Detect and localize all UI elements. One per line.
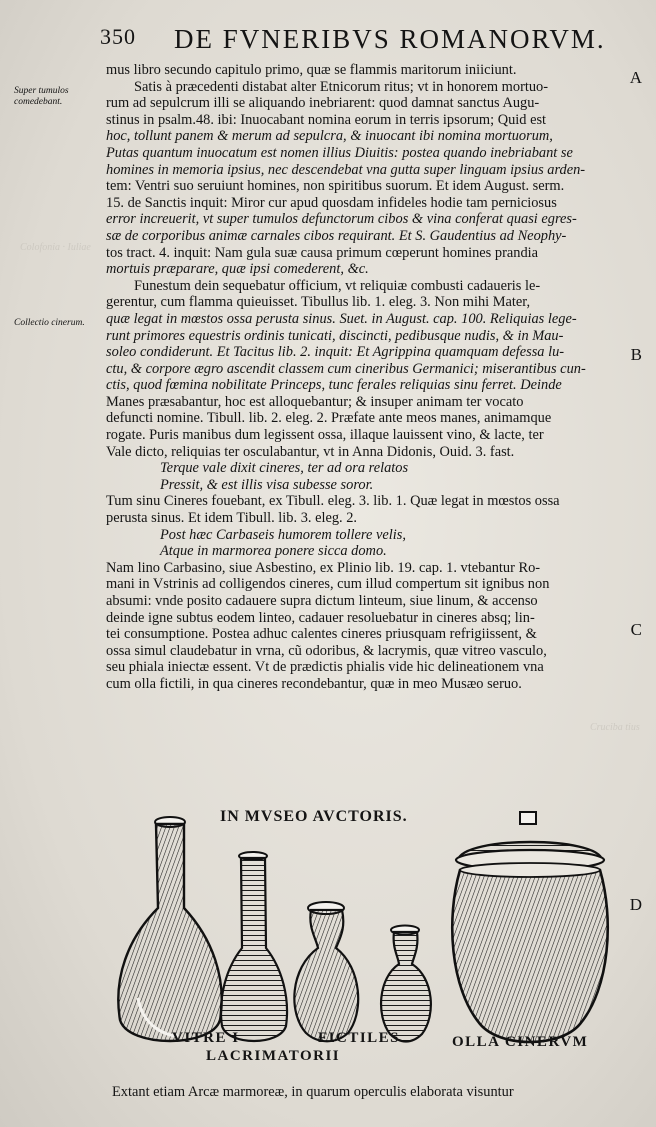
margin-letter: C (630, 620, 642, 639)
tiny-earthen-vessel (381, 926, 431, 1042)
margin-letter: B (630, 345, 642, 364)
text-line: Post hæc Carbaseis humorem tollere velis, (160, 526, 406, 543)
figure-caption: OLLA CINERVM (452, 1034, 589, 1050)
text-line: homines in memoria ipsius, nec descendebat vna gutta super linguam ipsius arden- (106, 161, 586, 178)
figure-title: IN MVSEO AVCTORIS. (220, 808, 408, 825)
body-text (106, 62, 620, 693)
text-line: rum ad sepulcrum illi se aliquando inebriarent: quod damnat sanctus Augu- (106, 95, 540, 112)
text-line: gerentur, cum flamma quieuisset. Tibullus lib. 1. eleg. 3. Non mihi Mater, (106, 294, 531, 311)
text-line: quæ legat in mœstos ossa perusta sinus. Suet. in August. cap. 100. Reliquias lege- (106, 310, 577, 327)
figure-caption: LACRIMATORII (206, 1048, 341, 1064)
text-line: Pressit, & est illis visa subesse soror. (160, 476, 374, 493)
text-line: perusta sinus. Et idem Tibull. lib. 3. eleg. 2. (106, 510, 358, 527)
text-line: ossa simul claudebatur in vrna, cũ odoribus, & lacrymis, quæ vitreo vasculo, (106, 642, 547, 659)
tall-glass-flask (118, 817, 221, 1041)
text-line: Satis à præcedenti distabat alter Etnicorum ritus; vt in honorem mortuo- (134, 78, 549, 95)
running-head: DE FVNERIBVS ROMANORVM. (174, 24, 606, 54)
text-line: error increuerit, vt super tumulos defunctorum cibos & vina conferat quasi egres- (106, 211, 577, 228)
text-line: seu phiala iniectæ essent. Vt de prædictis phialis vide hic delineationem vna (106, 659, 544, 676)
text-line: Nam lino Carbasino, siue Asbestino, ex Plinio lib. 19. cap. 1. vtebantur Ro- (106, 559, 541, 576)
page-number: 350 (100, 24, 136, 49)
margin-letter: A (629, 68, 642, 87)
margin-letter: D (629, 895, 642, 914)
text-line: soleo condiderunt. Et Tacitus lib. 2. inquit: Et Agrippina quamquam defessa lu- (106, 344, 565, 361)
text-line: mus libro secundo capitulo primo, quæ se flammis maritorum iniiciunt. (106, 62, 517, 78)
text-line: mortuis præparare, quæ ipsi comederent, &c. (106, 261, 369, 278)
last-line: Extant etiam Arcæ marmoreæ, in quarum operculis elaborata visuntur (112, 1084, 514, 1100)
text-line: Vale dicto, reliquias ter osculabantur, vt in Anna Didonis, Ouid. 3. fast. (106, 443, 515, 460)
text-line: absumi: vnde posito cadauere supra dictum linteum, siue linum, & accenso (106, 593, 538, 609)
figure-caption: VITRE I (172, 1030, 240, 1046)
text-line: deinde igne subtus eodem linteo, cadauer resoluebatur in cineres absq; lin- (106, 609, 535, 626)
text-line: 15. de Sanctis inquit: Miror cur apud quosdam infideles hodie tam perniciosus (106, 194, 557, 211)
text-line: Funestum dein sequebatur officium, vt reliquiæ combusti cadaueris le- (134, 277, 541, 294)
text-line: Atque in marmorea ponere sicca domo. (160, 543, 387, 560)
text-line: hoc, tollunt panem & merum ad sepulcra, & inuocant ibi nomina mortuorum, (106, 128, 553, 145)
text-line: cum olla fictili, in qua cineres recondebantur, quæ in meo Musæo seruo. (106, 675, 522, 692)
text-line: ctu, & corpore ægro ascendit classem cum cineribus Germanici; miserantibus cun- (106, 360, 586, 377)
vessels-figure (108, 798, 618, 1088)
text-line: rogate. Puris manibus dum legissent ossa, illaque lauissent vino, & lacte, ter (106, 427, 544, 444)
text-line: Putas quantum inuocatum est nomen illius Diuitis: postea quando inebriabant se (106, 144, 573, 161)
text-line: tos tract. 4. inquit: Nam gula suæ causa primum cœperunt homines prandia (106, 244, 539, 261)
text-line: Terque vale dixit cineres, ter ad ora relatos (160, 460, 409, 477)
text-line: mani in Vstrinis ad colligendos cineres, cum illud compertum sit ignibus non (106, 576, 550, 593)
text-line: Tum sinu Cineres fouebant, ex Tibull. eleg. 3. lib. 1. Quæ legat in mœstos ossa (106, 493, 560, 510)
side-note: Collectio cinerum. (14, 318, 85, 328)
bleed-through-text: Colofonia · Iuliae (20, 242, 91, 253)
text-line: tem: Ventri suo seruiunt homines, non spiritibus suorum. Et idem August. serm. (106, 178, 565, 195)
side-note: Super tumulos comedebant. (14, 86, 69, 107)
bleed-through-text: Cruciba tius (590, 722, 640, 733)
slender-glass-flask (221, 852, 287, 1041)
text-line: sæ de corporibus animæ carnales cibos requirant. Et S. Gaudentius ad Neophy- (106, 227, 567, 244)
figure-caption: FICTILES (318, 1030, 401, 1046)
text-line: ctis, quod fœmina nobilitate Princeps, tunc ferales reliquias sinu ferret. Deinde (106, 377, 562, 394)
text-line: defuncti nomine. Tibull. lib. 2. eleg. 2. Præfate ante meos manes, animamque (106, 410, 552, 427)
text-line: tei consumptione. Postea adhuc calentes cineres priusquam refrigiissent, & (106, 626, 537, 643)
small-earthen-vessel (294, 902, 358, 1041)
lidded-cinerary-urn (452, 812, 607, 1042)
text-line: runt primores equestris ordinis tunicati, discincti, pedibusque nudis, & in Mau- (106, 327, 564, 344)
text-line: stinus in psalm.48. ibi: Inuocabant nomina eorum in terris ipsorum; Quid est (106, 111, 547, 128)
text-line: Manes præsabantur, hoc est alloquebantur; & insuper animam ter vocato (106, 393, 524, 410)
